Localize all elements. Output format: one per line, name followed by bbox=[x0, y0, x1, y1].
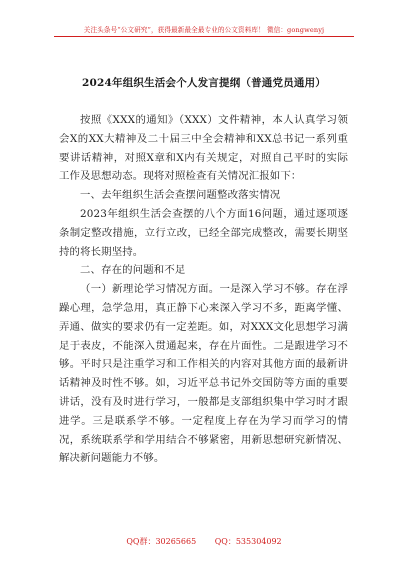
footer-qq-group: QQ群：30265665 bbox=[126, 537, 197, 546]
footer-contacts bbox=[0, 536, 408, 547]
header-banner: 关注头条号“公文研究”，获得最新最全最专业的公文资料库！ 微信：gongwenyj bbox=[83, 26, 325, 34]
paragraph-problems: （一）新理论学习情况方面。一是深入学习不够。存在浮躁心理，急学急用，真正静下心来深入学习不多，距离学懂、弄通、做实的要求仍有一定差距。如，对XXX文化思想学习满足于表皮，不能深入贯通起来，存在片面性。二是跟进学习不够。平时只是注重学习和工作相关的内容对其他方面的最新讲话精神及时性不够。如，习近平总书记外交国防等方面的重要讲话，没有及时进行学习，一般都是支部组织集中学习时才跟进学。三是联系学不够。一定程度上存在为学习而学习的情况，系统联系学和学用结合不够紧密，用新思想研究新情况、解决新问题能力不够。 bbox=[59, 283, 348, 465]
section-heading-1: 一、去年组织生活会查摆问题整改落实情况 bbox=[80, 189, 281, 202]
document-title: 2024年组织生活会个人发言提纲（普通党员通用） bbox=[81, 77, 327, 89]
footer-qq: QQ：535304092 bbox=[214, 537, 282, 546]
section-heading-2: 二、存在的问题和不足 bbox=[80, 264, 186, 277]
paragraph-rectification: 2023年组织生活会查摆的八个方面16问题，通过逐项逐条制定整改措施，立行立改，已经全部完成整改，需要长期坚持的将长期坚持。 bbox=[59, 207, 348, 258]
paragraph-intro: 按照《XXX的通知》（XXX）文件精神，本人认真学习领会X的XX大精神及二十届三中全会精神和XX总书记一系列重要讲话精神，对照X章和X内有关规定，对照自己平时的实际工作及思想动态。现将对照检查有关情况汇报如下： bbox=[59, 114, 348, 183]
document-body bbox=[59, 111, 348, 468]
header-divider bbox=[54, 36, 354, 37]
